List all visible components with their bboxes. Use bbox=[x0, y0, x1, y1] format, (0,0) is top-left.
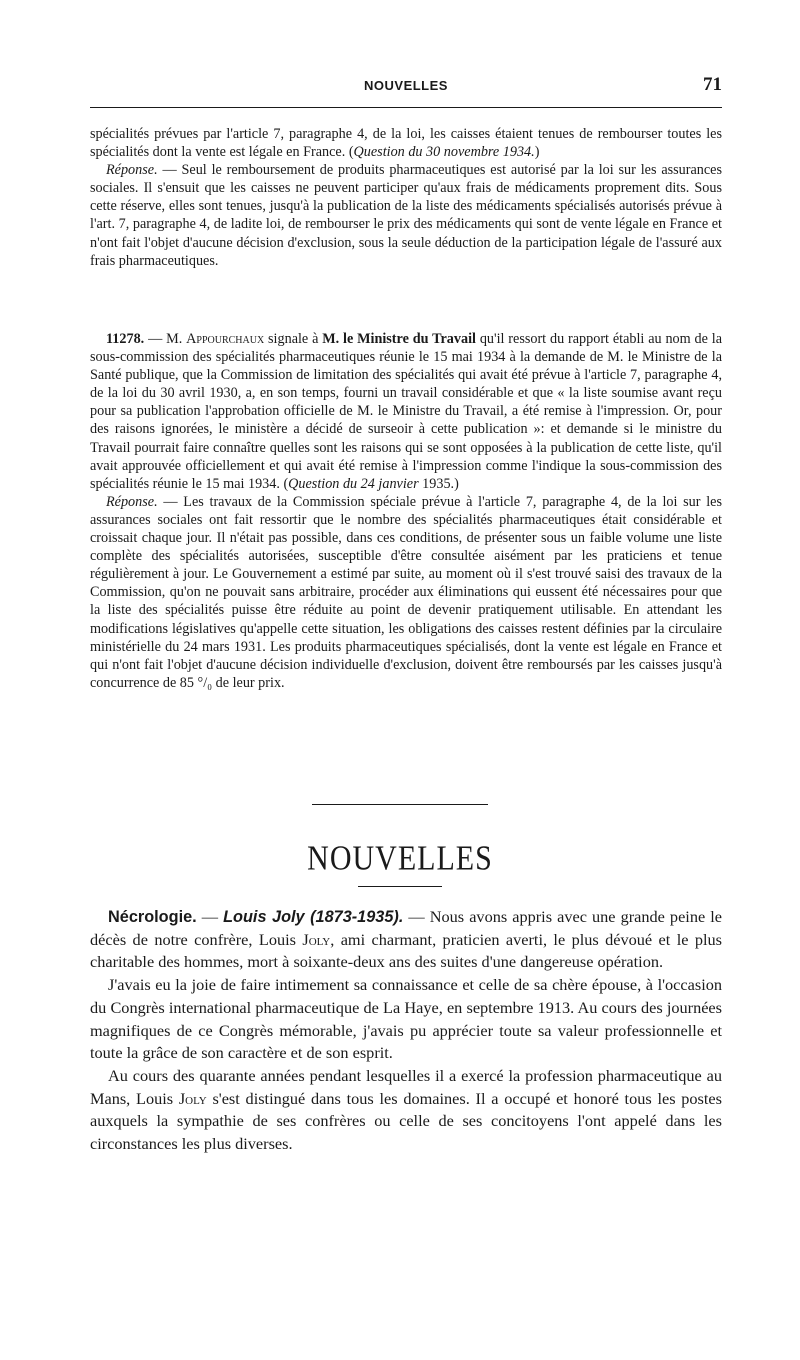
question-text: qu'il ressort du rapport établi au nom de la sous-commission des spécialités pharmaceutiques réunie le 15 mai 1934 à la demande de M. le Ministre de la Santé publique, que la Commission de limitation des spécialités qui avait été prévue à l'article 7, paragraphe 4, de la loi du 30 avril 1930, a, en son temps, fourni un travail considérable et que « la liste soumise avant reçu pour sa publication l'approbation officielle de M. le Ministre du Travail, a été remise à l'impression. Or, pour des raisons ignorées, le ministère a décidé de surseoir à cette publication »: et demande si le ministre du Travail pourrait faire connaître quelles sont les raisons qui se sont opposées à la publication de cette liste, qu'il avait approuvée officiellement et qui avait été remise à l'impression comme l'indique la sous-commission des spécialités réunie le 15 mai 1934. ( bbox=[90, 331, 722, 492]
necrologie-block bbox=[90, 906, 722, 1156]
title-underline bbox=[358, 886, 442, 887]
question-11277-block bbox=[90, 125, 722, 270]
signale-text: signale à bbox=[264, 331, 323, 347]
question-year: 1935.) bbox=[418, 475, 459, 492]
minister-name: M. le Ministre du Travail bbox=[322, 331, 476, 347]
reponse-paragraph bbox=[90, 493, 722, 692]
header-rule bbox=[90, 107, 722, 108]
question-paragraph bbox=[90, 125, 722, 161]
reponse-paragraph bbox=[90, 161, 722, 270]
necrologie-paragraph-2: J'avais eu la joie de faire intimement sa connaissance et celle de sa chère épouse, à l'occasion du Congrès international pharmaceutique de La Haye, en septembre 1913. Au cours des journées magnifiques de ce Congrès mémorable, j'avais pu apprécier toute sa valeur professionnelle et toute la grâce de son caractère et de son esprit. bbox=[90, 975, 722, 1063]
question-text: spécialités prévues par l'article 7, paragraphe 4, de la loi, les caisses étaient tenues de rembourser toutes les spécialités dont la vente est légale en France. ( bbox=[90, 126, 722, 161]
reponse-text: — Seul le remboursement de produits pharmaceutiques est autorisé par la loi sur les assurances sociales. Il s'ensuit que les caisses ne peuvent participer qu'aux frais de médicaments proprement dits. Sous cette réserve, elles sont tenues, jusqu'à la publication de la liste des médicaments spécialisés autorisés prévue à l'art. 7, paragraphe 4, de ladite loi, de rembourser le prix des médicaments qui sont de vente légale en France et n'ont fait l'objet d'aucune décision d'exclusion, sous la seule déduction de la participation légale de l'assuré aux frais pharmaceutiques. bbox=[90, 162, 722, 269]
necrologie-paragraph-1 bbox=[90, 906, 722, 974]
paragraph-text: — Nous avons appris avec une grande peine le décès de notre confrère, Louis bbox=[90, 907, 722, 949]
paragraph-text: Au cours des quarante années pendant lesquelles il a exercé la profession pharmaceutique au Mans, Louis bbox=[90, 1065, 722, 1108]
page-header bbox=[90, 74, 722, 100]
reponse-text: — Les travaux de la Commission spéciale prévue à l'article 7, paragraphe 4, de la loi sur les assurances sociales ont fait ressortir que le nombre des spécialités pharmaceutiques était considérable et croissait chaque jour. Il n'était pas possible, dans ces conditions, de présenter sous un faible volume une liste complète des spécialités autorisées, susceptible d'être consultée aisément par les praticiens et tenue régulièrement à jour. Le Gouvernement a estimé par suite, au moment où il s'est trouvé saisi des travaux de la Commission, qu'on ne pouvait sans arbitraire, procéder aux éliminations qui eussent été nécessaires pour que la liste des spécialités puisse être réduite au point de devenir pratiquement utilisable. En attendant les modifications législatives qu'appelle cette situation, les obligations des caisses restent définies par la circulaire ministérielle du 24 mars 1931. Les produits pharmaceutiques spécialisés, dont la vente est légale en France et qui n'ont fait l'objet d'aucune décision individuelle d'exclusion, doivent être remboursés par les caisses jusqu'à concurrence de 85 °/₀ de leur prix. bbox=[90, 493, 722, 691]
question-date: Question du 30 novembre 1934. bbox=[353, 144, 535, 161]
page-number: 71 bbox=[703, 74, 722, 95]
necrologie-dash: — bbox=[196, 907, 224, 926]
question-11278-block bbox=[90, 330, 722, 692]
question-close: ) bbox=[534, 144, 540, 161]
deputy-name: Appourchaux bbox=[186, 331, 265, 347]
paragraph-text: s'est distingué dans tous les domaines. Il a occupé et honoré tous les postes auxquels la sympathie de ses confrères ou celle de ses concitoyens l'ont appelé dans les circonstances les plus diverses. bbox=[90, 1088, 722, 1154]
reponse-label: Réponse. bbox=[106, 493, 158, 510]
section-title: NOUVELLES bbox=[307, 839, 493, 878]
section-separator bbox=[312, 804, 488, 805]
question-date: Question du 24 janvier bbox=[288, 475, 419, 492]
necrologie-label: Nécrologie. bbox=[108, 908, 197, 926]
running-head: NOUVELLES bbox=[364, 78, 448, 93]
question-number: 11278. bbox=[106, 331, 145, 347]
deceased-name: Louis Joly (1873-1935). bbox=[223, 908, 404, 926]
reponse-label: Réponse. bbox=[106, 162, 158, 179]
question-paragraph bbox=[90, 330, 722, 493]
surname: Joly bbox=[178, 1088, 207, 1108]
necrologie-paragraph-3 bbox=[90, 1065, 722, 1156]
paragraph-text: , ami charmant, praticien averti, le plus dévoué et le plus charitable des hommes, mort à soixante-deux ans des suites d'une dangereuse opération. bbox=[90, 929, 722, 972]
question-dash: — M. bbox=[144, 331, 187, 347]
surname: Joly bbox=[302, 929, 331, 949]
